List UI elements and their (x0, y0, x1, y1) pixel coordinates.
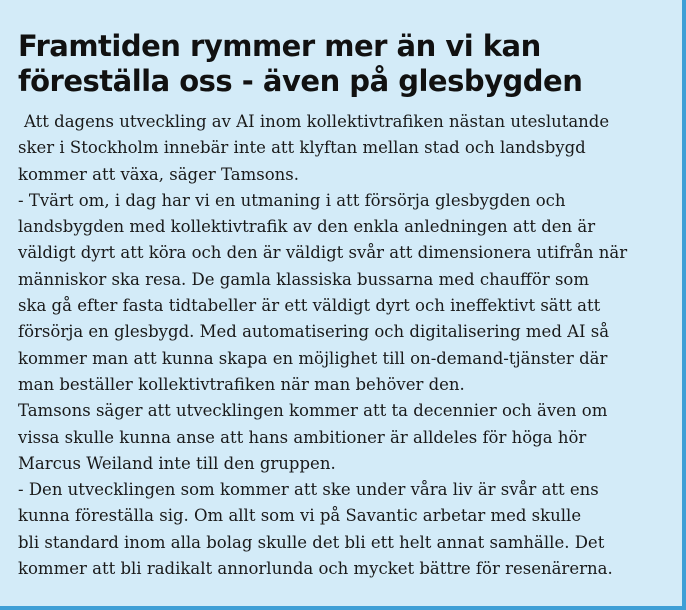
article-paragraph (18, 477, 672, 582)
text-line: - Tvärt om, i dag har vi en utmaning i att försörja glesbygden och (18, 190, 566, 210)
text-line: kommer att växa, säger Tamsons. (18, 164, 299, 184)
article-paragraph (18, 188, 672, 398)
article-paragraph (18, 109, 672, 188)
headline-line: Framtiden rymmer mer än vi kan (18, 29, 541, 63)
text-line: ska gå efter fasta tidtabeller är ett väldigt dyrt och ineffektivt sätt att (18, 296, 601, 316)
text-line: människor ska resa. De gamla klassiska bussarna med chaufför som (18, 269, 589, 289)
text-line: försörja en glesbygd. Med automatisering och digitalisering med AI så (18, 322, 610, 342)
text-line: bli standard inom alla bolag skulle det bli ett helt annat samhälle. Det (18, 532, 605, 552)
text-line: vissa skulle kunna anse att hans ambitioner är alldeles för höga hör (18, 427, 587, 447)
text-line: landsbygden med kollektivtrafik av den enkla anledningen att den är (18, 217, 596, 237)
text-line: kommer man att kunna skapa en möjlighet till on-demand-tjänster där (18, 348, 608, 368)
text-line: - Den utvecklingen som kommer att ske under våra liv är svår att ens (18, 480, 599, 500)
article-body (18, 109, 672, 582)
text-line: kommer att bli radikalt annorlunda och mycket bättre för resenärerna. (18, 559, 613, 579)
text-line: Marcus Weiland inte till den gruppen. (18, 453, 336, 473)
text-line: kunna föreställa sig. Om allt som vi på Savantic arbetar med skulle (18, 506, 582, 526)
text-line: Tamsons säger att utvecklingen kommer att ta decennier och även om (18, 401, 608, 421)
headline-line: föreställa oss - även på glesbygden (18, 64, 583, 98)
article-paragraph (18, 398, 672, 477)
text-line: väldigt dyrt att köra och den är väldigt svår att dimensionera utifrån när (18, 243, 628, 263)
text-line: Att dagens utveckling av AI inom kollektivtrafiken nästan uteslutande (24, 112, 610, 131)
text-line: sker i Stockholm innebär inte att klyftan mellan stad och landsbygd (18, 138, 586, 158)
text-line: man beställer kollektivtrafiken när man behöver den. (18, 374, 465, 394)
article-headline (18, 29, 672, 99)
